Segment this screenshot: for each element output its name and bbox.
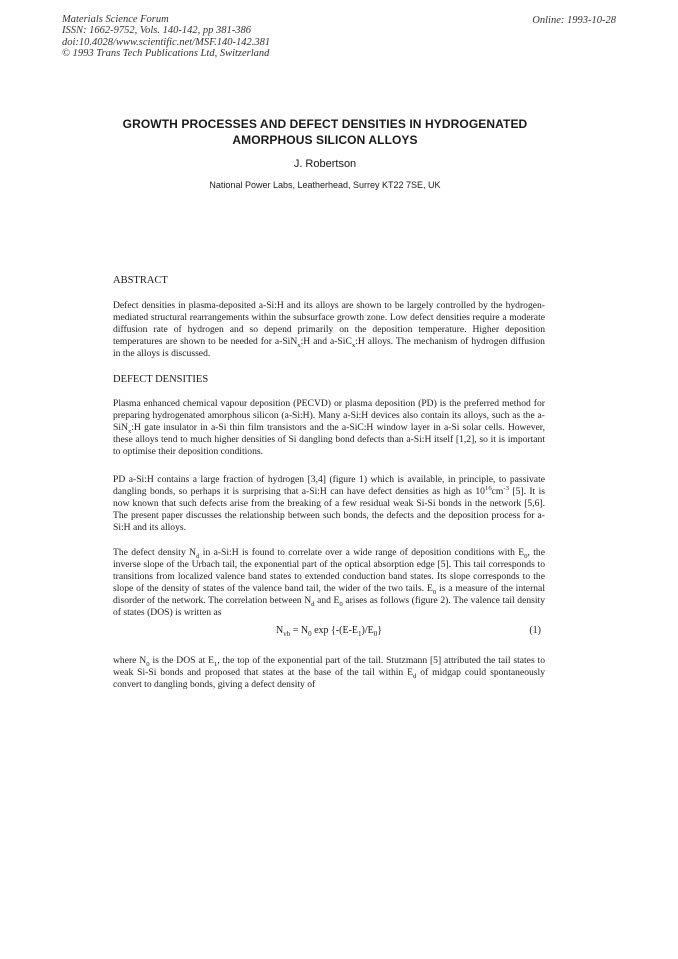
author-affiliation: National Power Labs, Leatherhead, Surrey KT22 7SE, UK xyxy=(209,180,441,190)
intro-paragraph: Plasma enhanced chemical vapour deposition (PECVD) or plasma deposition (PD) is the preferred method for preparing hydrogenated amorphous silicon (a-Si:H). Many a-Si:H devices also contain its alloys, such as the a-SiN$_x$:H gate insulator in a-Si thin film transistors and the a-SiC:H window layer in a-Si solar cells. However, these alloys tend to much higher densities of Si dangling bond defects than a-Si:H itself [1,2], so it is important to optimise their deposition conditions. xyxy=(113,398,545,457)
doi-link[interactable]: doi:10.4028/www.scientific.net/MSF.140-142.381 xyxy=(62,36,271,48)
equation-1 xyxy=(113,625,545,639)
journal-header xyxy=(62,14,270,60)
journal-name: Materials Science Forum xyxy=(62,14,169,25)
abstract-paragraph: Defect densities in plasma-deposited a-Si:H and its alloys are shown to be largely controlled by the hydrogen-mediated structural rearrangements within the subsurface growth zone. Low defect densities require a moderate diffusion rate of hydrogen and so depend primarily on the deposition temperature. Higher deposition temperatures are shown to be needed for a-SiN$_x$:H and a-SiC$_x$:H alloys. The mechanism of hydrogen diffusion in the alloys is discussed. xyxy=(113,300,545,359)
equation-number: (1) xyxy=(529,625,541,636)
abstract-heading: ABSTRACT xyxy=(113,275,168,286)
defect-densities-heading: DEFECT DENSITIES xyxy=(113,374,209,385)
stutzmann-paragraph: where $N_0$ is the DOS at $E_1$, the top of the exponential part of the tail. Stutzmann [5] attributed the tail states to weak Si-Si bonds and proposed that states at the base of the tail within $E_d$ of midgap could spontaneously convert to dangling bonds, giving a defect density of xyxy=(113,655,545,690)
urbach-paragraph: The defect density $N_d$ in a-Si:H is found to correlate over a wide range of deposition conditions with $E_0$, the inverse slope of the Urbach tail, the exponential part of the optical absorption edge [5]. This tail corresponds to transitions from localized valence band states to extended conduction band states. Its slope corresponds to the slope of the density of states of the valence band tail, the wider of the two tails. $E_0$ is a measure of the internal disorder of the network. The correlation between $N_d$ and $E_0$ arises as follows (figure 2). The valence tail density of states (DOS) is written as xyxy=(113,547,545,618)
equation-formula: $N_{vb} = N_0$ $\exp \{-(E-E_1)/E_0\}$ xyxy=(275,625,383,638)
online-date: Online: 1993-10-28 xyxy=(532,15,616,26)
copyright-line: © 1993 Trans Tech Publications Ltd, Switzerland xyxy=(62,48,270,60)
issn-line: ISSN: 1662-9752, Vols. 140-142, pp 381-386 xyxy=(62,25,251,37)
title-line-2: AMORPHOUS SILICON ALLOYS xyxy=(232,132,418,147)
title-line-1: GROWTH PROCESSES AND DEFECT DENSITIES IN HYDROGENATED xyxy=(122,117,528,131)
hydrogen-paragraph: PD a-Si:H contains a large fraction of hydrogen [3,4] (figure 1) which is available, in principle, to passivate dangling bonds, so perhaps it is surprising that a-Si:H can have defect densities as high as $10^{16}cm^{-3}$ [5]. It is now known that such defects arise from the breaking of a few residual weak Si-Si bonds in the network [5,6]. The present paper discusses the relationship between such bonds, the defects and the deposition process for a-Si:H and its alloys. xyxy=(113,474,546,533)
author-name: J. Robertson xyxy=(293,158,357,170)
paper-title xyxy=(110,117,540,148)
